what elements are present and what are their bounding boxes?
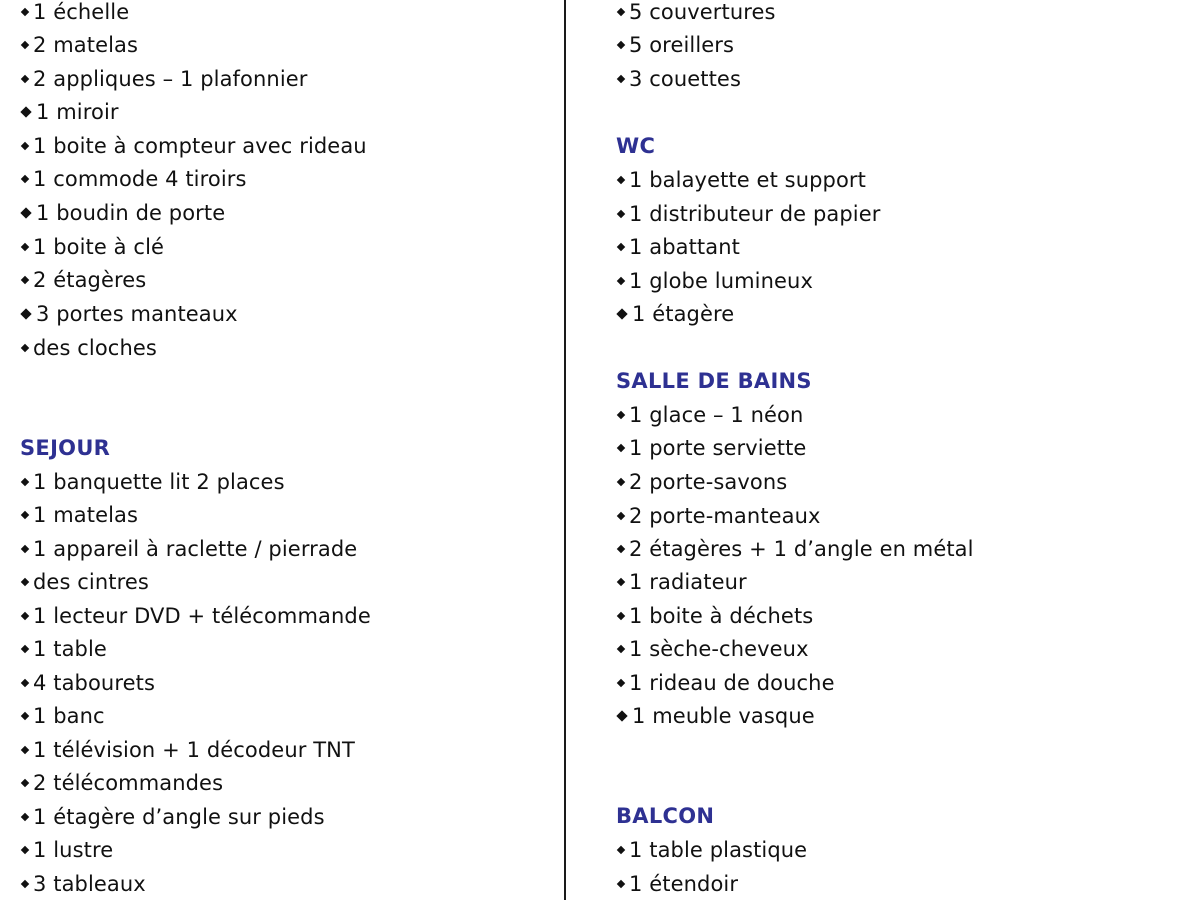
list-item: 1 étendoir <box>616 869 738 899</box>
list-item: 1 étagère <box>616 299 734 329</box>
diamond-bullet-icon <box>616 308 627 319</box>
diamond-bullet-icon <box>21 577 29 585</box>
diamond-bullet-icon <box>617 175 625 183</box>
diamond-bullet-icon <box>21 879 29 887</box>
list-item: 2 étagères <box>20 265 146 295</box>
list-item: 1 table plastique <box>616 835 807 865</box>
list-item: 3 portes manteaux <box>20 299 238 329</box>
list-item: 3 tableaux <box>20 869 146 899</box>
diamond-bullet-icon <box>617 879 625 887</box>
list-item: 1 miroir <box>20 97 119 127</box>
list-item: 1 commode 4 tiroirs <box>20 164 247 194</box>
diamond-bullet-icon <box>617 577 625 585</box>
list-item: 2 matelas <box>20 30 138 60</box>
section-heading-wc: WC <box>616 134 656 158</box>
list-item: 1 banquette lit 2 places <box>20 467 285 497</box>
list-item: 1 meuble vasque <box>616 701 815 731</box>
list-item: 1 appareil à raclette / pierrade <box>20 534 357 564</box>
list-item: 1 rideau de douche <box>616 668 835 698</box>
diamond-bullet-icon <box>21 477 29 485</box>
diamond-bullet-icon <box>21 7 29 15</box>
diamond-bullet-icon <box>21 343 29 351</box>
list-item: 1 distributeur de papier <box>616 199 881 229</box>
list-item: 1 globe lumineux <box>616 266 813 296</box>
list-item: 2 appliques – 1 plafonnier <box>20 64 308 94</box>
list-item: 2 télécommandes <box>20 768 223 798</box>
diamond-bullet-icon <box>21 74 29 82</box>
diamond-bullet-icon <box>617 209 625 217</box>
diamond-bullet-icon <box>617 477 625 485</box>
diamond-bullet-icon <box>21 845 29 853</box>
diamond-bullet-icon <box>21 40 29 48</box>
diamond-bullet-icon <box>617 40 625 48</box>
diamond-bullet-icon <box>21 778 29 786</box>
list-item: 1 étagère d’angle sur pieds <box>20 802 325 832</box>
list-item: 1 abattant <box>616 232 740 262</box>
list-item: 1 lustre <box>20 835 113 865</box>
diamond-bullet-icon <box>617 242 625 250</box>
diamond-bullet-icon <box>21 242 29 250</box>
diamond-bullet-icon <box>21 544 29 552</box>
diamond-bullet-icon <box>617 511 625 519</box>
diamond-bullet-icon <box>617 644 625 652</box>
diamond-bullet-icon <box>21 510 29 518</box>
list-item: 1 télévision + 1 décodeur TNT <box>20 735 355 765</box>
list-item: 2 étagères + 1 d’angle en métal <box>616 534 974 564</box>
list-item: 1 banc <box>20 701 105 731</box>
list-item: 5 oreillers <box>616 30 734 60</box>
diamond-bullet-icon <box>21 611 29 619</box>
list-item: 1 glace – 1 néon <box>616 400 803 430</box>
list-item: 1 boite à déchets <box>616 601 813 631</box>
list-item: 1 boite à clé <box>20 232 164 262</box>
diamond-bullet-icon <box>617 276 625 284</box>
list-item: 5 couvertures <box>616 0 776 27</box>
list-item: 2 porte-savons <box>616 467 787 497</box>
diamond-bullet-icon <box>21 812 29 820</box>
list-item: 2 porte-manteaux <box>616 501 821 531</box>
list-item: 1 boite à compteur avec rideau <box>20 131 367 161</box>
list-item: 1 sèche-cheveux <box>616 634 809 664</box>
list-item: 1 boudin de porte <box>20 198 225 228</box>
section-heading-balcon: BALCON <box>616 804 715 828</box>
diamond-bullet-icon <box>21 644 29 652</box>
diamond-bullet-icon <box>617 845 625 853</box>
list-item: 4 tabourets <box>20 668 155 698</box>
list-item: 1 radiateur <box>616 567 747 597</box>
list-item: 1 échelle <box>20 0 129 27</box>
diamond-bullet-icon <box>617 611 625 619</box>
diamond-bullet-icon <box>617 7 625 15</box>
diamond-bullet-icon <box>617 443 625 451</box>
list-item: 3 couettes <box>616 64 741 94</box>
diamond-bullet-icon <box>617 410 625 418</box>
list-item: 1 table <box>20 634 107 664</box>
list-item: 1 porte serviette <box>616 433 806 463</box>
diamond-bullet-icon <box>21 678 29 686</box>
column-divider <box>564 0 566 900</box>
diamond-bullet-icon <box>20 106 31 117</box>
diamond-bullet-icon <box>21 174 29 182</box>
diamond-bullet-icon <box>616 710 627 721</box>
diamond-bullet-icon <box>617 74 625 82</box>
list-item: 1 balayette et support <box>616 165 866 195</box>
section-heading-salle-de-bains: SALLE DE BAINS <box>616 369 812 393</box>
diamond-bullet-icon <box>20 308 31 319</box>
list-item: 1 matelas <box>20 500 138 530</box>
diamond-bullet-icon <box>21 141 29 149</box>
list-item: des cintres <box>20 567 149 597</box>
diamond-bullet-icon <box>617 678 625 686</box>
diamond-bullet-icon <box>20 207 31 218</box>
diamond-bullet-icon <box>617 544 625 552</box>
list-item: 1 lecteur DVD + télécommande <box>20 601 371 631</box>
diamond-bullet-icon <box>21 745 29 753</box>
list-item: des cloches <box>20 333 157 363</box>
section-heading-sejour: SEJOUR <box>20 436 111 460</box>
diamond-bullet-icon <box>21 275 29 283</box>
diamond-bullet-icon <box>21 711 29 719</box>
